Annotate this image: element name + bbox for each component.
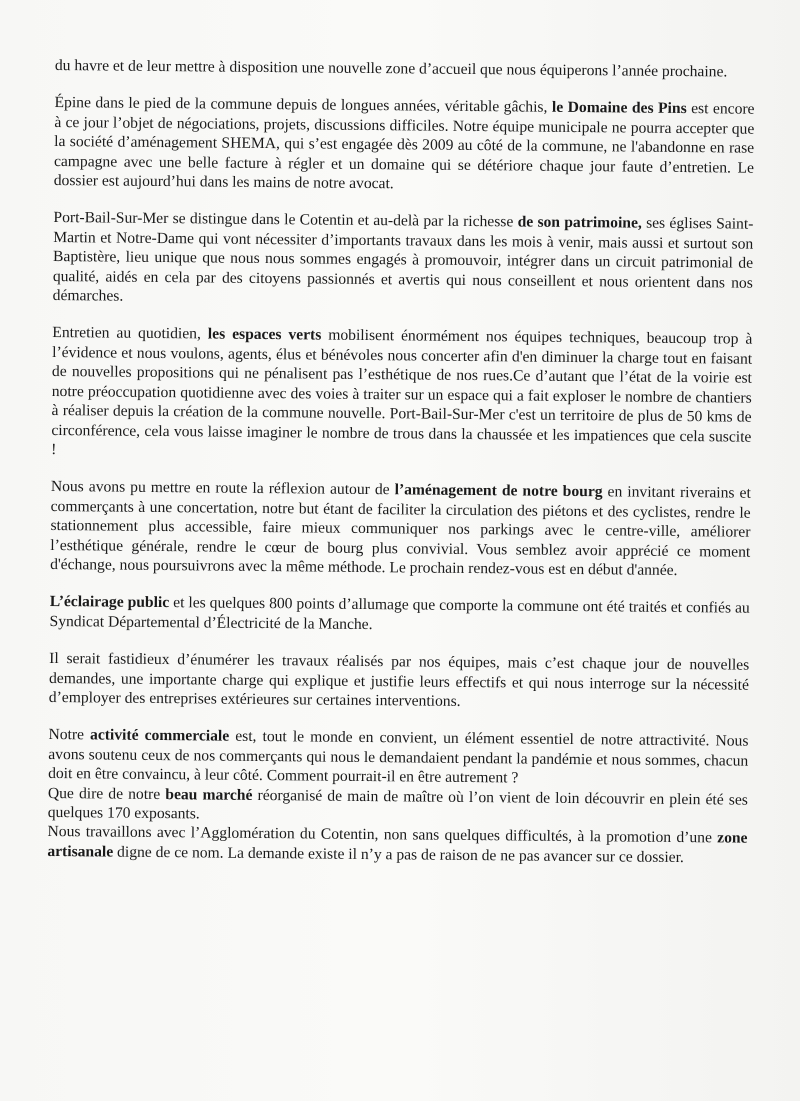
paragraph-espaces-verts: Entretien au quotidien, les espaces verts mobilisent énormément nos équipes techniques, beaucoup trop à l’évidence et nous voulons, agents, élus et bénévoles nous concerter afin d'en diminuer la charge tout en faisant de nouvelles propositions qui ne pénalisent pas l’esthétique de nos rues.Ce d’autant que l’état de la voirie est notre préoccupation quotidienne avec des voies à traiter sur un espace qui a fait exploser le nombre de chantiers à réaliser depuis la création de la commune nouvelle. Port-Bail-Sur-Mer c'est un territoire de plus de 50 kms de circonférence, cela vous laisse imaginer le nombre de trous dans la chaussée et les impatiences que cela suscite ! [51,324,753,458]
paragraph-domaine-des-pins: Épine dans le pied de la commune depuis de longues années, véritable gâchis, le Domaine des Pins est encore à ce jour l’objet de négociations, projets, discussions difficiles. Notre équipe municipale ne pourra accepter que la société d’aménagement SHEMA, qui s’est engagée dès 2009 au côté de la commune, ne l'abandonne en rase campagne avec une belle facture à régler et un domaine qui se détériore chaque jour faute d’entretien. Le dossier est aujourd’hui dans les mains de notre avocat. [53,94,755,193]
paragraph-travaux: Il serait fastidieux d’énumérer les travaux réalisés par nos équipes, mais c’est chaque jour de nouvelles demandes, une importante charge qui explique et justifie leurs effectifs et qui nous interroge sur la nécessité d’employer des entreprises extérieures sur certaines interventions. [48,650,750,710]
paragraph-patrimoine: Port-Bail-Sur-Mer se distingue dans le Cotentin et au-delà par la richesse de son patrimoine, ses églises Saint-Martin et Notre-Dame qui vont nécessiter d’importants travaux dans les mois à venir, mais aussi et surtout son Baptistère, lieu unique que nous nous sommes engagés à promouvoir, intégrer dans un circuit patrimonial de qualité, aidés en cela par des citoyens passionnés et avertis qui nous conseillent et nous orientent dans nos démarches. [52,209,754,305]
keyword-beau-marche: beau marché [165,785,253,804]
keyword-zone-artisanale: zone artisanale [47,829,748,861]
keyword-eclairage-public: L’éclairage public [49,593,170,612]
keyword-domaine-des-pins: le Domaine des Pins [551,99,687,118]
paragraph-activite-commerciale: Notre activité commerciale est, tout le monde en convient, un élément essentiel de notre attractivité. Nous avons soutenu ceux de nos commerçants qui nous le demandaient pendant la pandémie et nous sommes, chacun doit en être convaincu, à leur côté. Comment pourrait-il en être autrement ? [48,726,749,787]
paragraph-zone-artisanale: Nous travaillons avec l’Agglomération du Cotentin, non sans quelques difficultés, à la promotion d’une zone artisanale digne de ce nom. La demande existe il n’y a pas de raison de ne pas avancer sur ce dossier. [47,823,748,866]
keyword-patrimoine: de son patrimoine, [517,213,642,233]
paragraph-amenagement-bourg: Nous avons pu mettre en route la réflexion autour de l’aménagement de notre bourg en invitant riverains et commerçants à une concertation, notre but étant de faciliter la circulation des piétons et des cyclistes, rendre le stationnement plus accessible, faire mieux communiquer nos parkings avec le centre-ville, améliorer l’esthétique générale, rendre le cœur de bourg plus convivial. Vous semblez avoir apprécié ce moment d'échange, nous poursuivrons avec la même méthode. Le prochain rendez-vous est en début d'année. [50,478,751,579]
paragraph-eclairage-public: L’éclairage public et les quelques 800 points d’allumage que comporte la commune ont été traités et confiés au Syndicat Départemental d’Électricité de la Manche. [49,593,750,633]
keyword-activite-commerciale: activité commerciale [89,726,230,746]
paragraph-zone-accueil: du havre et de leur mettre à disposition une nouvelle zone d’accueil que nous équiperons l’année prochaine. [54,56,728,81]
paragraph-beau-marche: Que dire de notre beau marché réorganisé de main de maître où l’on vient de loin découvrir en plein été ses quelques 170 exposants. [47,784,748,823]
document-body [47,56,755,868]
keyword-amenagement-bourg: l’aménagement de notre bourg [394,481,603,501]
keyword-espaces-verts: les espaces verts [207,325,322,345]
